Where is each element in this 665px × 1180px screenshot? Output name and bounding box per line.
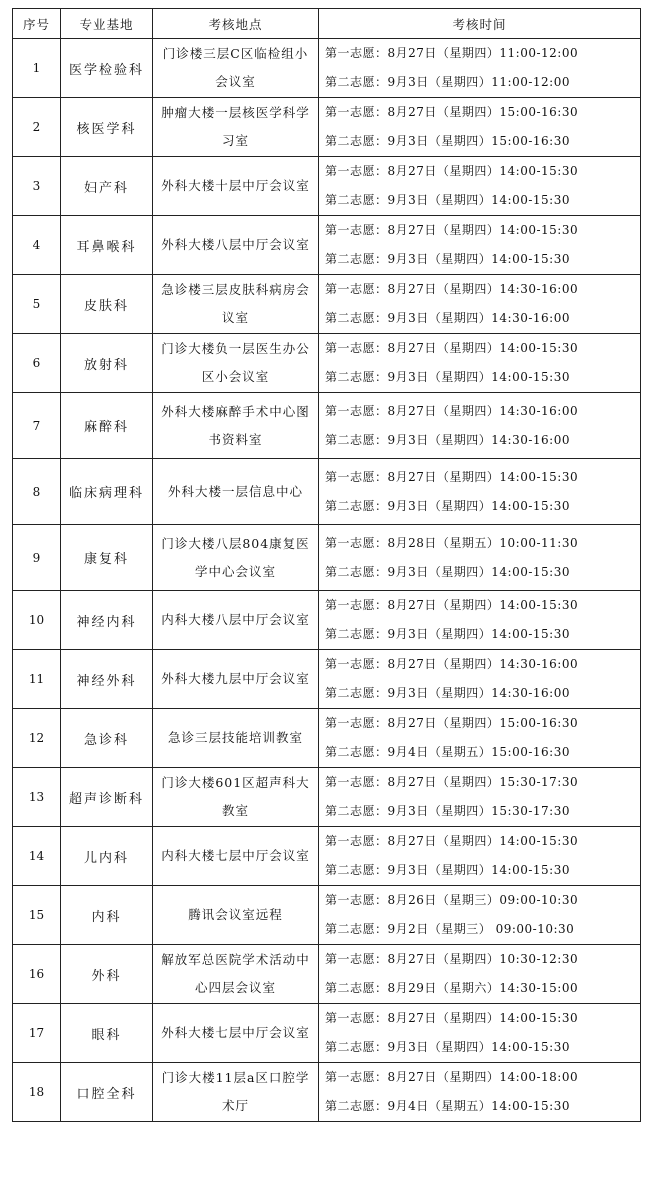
row-num: 3 xyxy=(13,157,61,216)
time-first-choice: 第一志愿：8月27日（星期四）14:00-15:30 xyxy=(325,341,579,355)
row-location: 门诊大楼负一层医生办公区小会议室 xyxy=(153,334,319,393)
table-header-row xyxy=(13,9,641,39)
table-row xyxy=(13,768,641,827)
table-row xyxy=(13,393,641,459)
table-row xyxy=(13,157,641,216)
time-first-choice: 第一志愿：8月27日（星期四）14:30-16:00 xyxy=(325,657,579,671)
row-time xyxy=(319,1063,641,1122)
row-num: 9 xyxy=(13,525,61,591)
time-second-choice: 第二志愿：9月3日（星期四）14:00-15:30 xyxy=(325,863,570,877)
row-location: 内科大楼八层中厅会议室 xyxy=(153,591,319,650)
time-second-choice: 第二志愿：9月3日（星期四）15:30-17:30 xyxy=(325,804,570,818)
time-first-choice: 第一志愿：8月27日（星期四）14:00-15:30 xyxy=(325,834,579,848)
table-row xyxy=(13,216,641,275)
row-location: 内科大楼七层中厅会议室 xyxy=(153,827,319,886)
row-num: 2 xyxy=(13,98,61,157)
row-time xyxy=(319,827,641,886)
time-first-choice: 第一志愿：8月27日（星期四）10:30-12:30 xyxy=(325,952,579,966)
row-num: 18 xyxy=(13,1063,61,1122)
time-second-choice: 第二志愿：9月4日（星期五）14:00-15:30 xyxy=(325,1099,570,1113)
row-location: 外科大楼八层中厅会议室 xyxy=(153,216,319,275)
header-location: 考核地点 xyxy=(153,9,319,39)
table-row xyxy=(13,1004,641,1063)
row-base: 外科 xyxy=(61,945,153,1004)
row-location: 门诊大楼601区超声科大教室 xyxy=(153,768,319,827)
time-second-choice: 第二志愿：9月3日（星期四）14:30-16:00 xyxy=(325,432,570,447)
table-row xyxy=(13,827,641,886)
row-location: 解放军总医院学术活动中心四层会议室 xyxy=(153,945,319,1004)
time-first-choice: 第一志愿：8月27日（星期四）14:00-15:30 xyxy=(325,469,579,484)
time-first-choice: 第一志愿：8月27日（星期四）14:30-16:00 xyxy=(325,282,579,296)
table-row xyxy=(13,275,641,334)
time-first-choice: 第一志愿：8月27日（星期四）14:00-15:30 xyxy=(325,598,579,612)
table-row xyxy=(13,945,641,1004)
row-base: 儿内科 xyxy=(61,827,153,886)
row-base: 妇产科 xyxy=(61,157,153,216)
table-row xyxy=(13,334,641,393)
header-base: 专业基地 xyxy=(61,9,153,39)
time-second-choice: 第二志愿：9月3日（星期四）15:00-16:30 xyxy=(325,134,570,148)
row-time xyxy=(319,393,641,459)
row-base: 眼科 xyxy=(61,1004,153,1063)
row-location: 外科大楼九层中厅会议室 xyxy=(153,650,319,709)
time-second-choice: 第二志愿：9月3日（星期四）14:00-15:30 xyxy=(325,627,570,641)
time-first-choice: 第一志愿：8月27日（星期四）15:00-16:30 xyxy=(325,716,579,730)
row-location: 门诊大楼八层804康复医学中心会议室 xyxy=(153,525,319,591)
time-second-choice: 第二志愿：9月3日（星期四）14:00-15:30 xyxy=(325,370,570,384)
row-num: 6 xyxy=(13,334,61,393)
row-time xyxy=(319,275,641,334)
row-time xyxy=(319,709,641,768)
row-base: 皮肤科 xyxy=(61,275,153,334)
row-base: 耳鼻喉科 xyxy=(61,216,153,275)
header-time: 考核时间 xyxy=(319,9,641,39)
exam-schedule-table xyxy=(12,8,641,1122)
row-location: 外科大楼麻醉手术中心图书资料室 xyxy=(153,393,319,459)
time-second-choice: 第二志愿：9月3日（星期四）14:30-16:00 xyxy=(325,311,570,325)
time-first-choice: 第一志愿：8月27日（星期四）14:00-15:30 xyxy=(325,223,579,237)
row-location: 急诊三层技能培训教室 xyxy=(153,709,319,768)
table-row xyxy=(13,650,641,709)
time-second-choice: 第二志愿：9月3日（星期四）14:00-15:30 xyxy=(325,564,570,579)
row-num: 8 xyxy=(13,459,61,525)
time-second-choice: 第二志愿：9月2日（星期三） 09:00-10:30 xyxy=(325,922,575,936)
row-location: 外科大楼一层信息中心 xyxy=(153,459,319,525)
row-num: 7 xyxy=(13,393,61,459)
time-first-choice: 第一志愿：8月27日（星期四）14:30-16:00 xyxy=(325,403,579,418)
row-num: 1 xyxy=(13,39,61,98)
table-row xyxy=(13,98,641,157)
time-first-choice: 第一志愿：8月27日（星期四）14:00-15:30 xyxy=(325,1011,579,1025)
row-num: 16 xyxy=(13,945,61,1004)
table-row xyxy=(13,39,641,98)
header-num: 序号 xyxy=(13,9,61,39)
row-time xyxy=(319,886,641,945)
row-time xyxy=(319,216,641,275)
row-location: 外科大楼七层中厅会议室 xyxy=(153,1004,319,1063)
row-location: 外科大楼十层中厅会议室 xyxy=(153,157,319,216)
row-time xyxy=(319,768,641,827)
row-base: 麻醉科 xyxy=(61,393,153,459)
row-num: 12 xyxy=(13,709,61,768)
row-base: 康复科 xyxy=(61,525,153,591)
time-second-choice: 第二志愿：9月3日（星期四）14:30-16:00 xyxy=(325,686,570,700)
row-num: 5 xyxy=(13,275,61,334)
time-second-choice: 第二志愿：9月3日（星期四）14:00-15:30 xyxy=(325,252,570,266)
row-num: 4 xyxy=(13,216,61,275)
table-row xyxy=(13,1063,641,1122)
row-base: 放射科 xyxy=(61,334,153,393)
row-time xyxy=(319,945,641,1004)
time-first-choice: 第一志愿：8月28日（星期五）10:00-11:30 xyxy=(325,535,579,550)
row-base: 神经内科 xyxy=(61,591,153,650)
table-row xyxy=(13,459,641,525)
row-num: 13 xyxy=(13,768,61,827)
row-time xyxy=(319,591,641,650)
row-num: 10 xyxy=(13,591,61,650)
row-base: 口腔全科 xyxy=(61,1063,153,1122)
table-row xyxy=(13,591,641,650)
row-time xyxy=(319,459,641,525)
row-location: 肿瘤大楼一层核医学科学习室 xyxy=(153,98,319,157)
time-second-choice: 第二志愿：8月29日（星期六）14:30-15:00 xyxy=(325,981,579,995)
row-time xyxy=(319,39,641,98)
row-location: 急诊楼三层皮肤科病房会议室 xyxy=(153,275,319,334)
row-location: 门诊大楼11层a区口腔学术厅 xyxy=(153,1063,319,1122)
row-time xyxy=(319,98,641,157)
row-base: 医学检验科 xyxy=(61,39,153,98)
time-first-choice: 第一志愿：8月27日（星期四）15:30-17:30 xyxy=(325,775,579,789)
row-num: 11 xyxy=(13,650,61,709)
table-row xyxy=(13,886,641,945)
row-time xyxy=(319,525,641,591)
row-base: 临床病理科 xyxy=(61,459,153,525)
row-time xyxy=(319,334,641,393)
table-row xyxy=(13,709,641,768)
row-base: 神经外科 xyxy=(61,650,153,709)
time-second-choice: 第二志愿：9月3日（星期四）14:00-15:30 xyxy=(325,498,570,513)
table-row xyxy=(13,525,641,591)
row-num: 15 xyxy=(13,886,61,945)
time-second-choice: 第二志愿：9月4日（星期五）15:00-16:30 xyxy=(325,745,570,759)
row-num: 14 xyxy=(13,827,61,886)
time-second-choice: 第二志愿：9月3日（星期四）14:00-15:30 xyxy=(325,1040,570,1054)
row-time xyxy=(319,650,641,709)
time-first-choice: 第一志愿：8月27日（星期四）14:00-15:30 xyxy=(325,164,579,178)
time-second-choice: 第二志愿：9月3日（星期四）14:00-15:30 xyxy=(325,193,570,207)
time-second-choice: 第二志愿：9月3日（星期四）11:00-12:00 xyxy=(325,75,570,89)
row-base: 内科 xyxy=(61,886,153,945)
row-base: 超声诊断科 xyxy=(61,768,153,827)
row-num: 17 xyxy=(13,1004,61,1063)
row-time xyxy=(319,1004,641,1063)
row-base: 核医学科 xyxy=(61,98,153,157)
row-location: 腾讯会议室远程 xyxy=(153,886,319,945)
time-first-choice: 第一志愿：8月27日（星期四）11:00-12:00 xyxy=(325,46,579,60)
time-first-choice: 第一志愿：8月26日（星期三）09:00-10:30 xyxy=(325,893,579,907)
row-base: 急诊科 xyxy=(61,709,153,768)
row-location: 门诊楼三层C区临检组小会议室 xyxy=(153,39,319,98)
time-first-choice: 第一志愿：8月27日（星期四）14:00-18:00 xyxy=(325,1070,579,1084)
time-first-choice: 第一志愿：8月27日（星期四）15:00-16:30 xyxy=(325,105,579,119)
row-time xyxy=(319,157,641,216)
